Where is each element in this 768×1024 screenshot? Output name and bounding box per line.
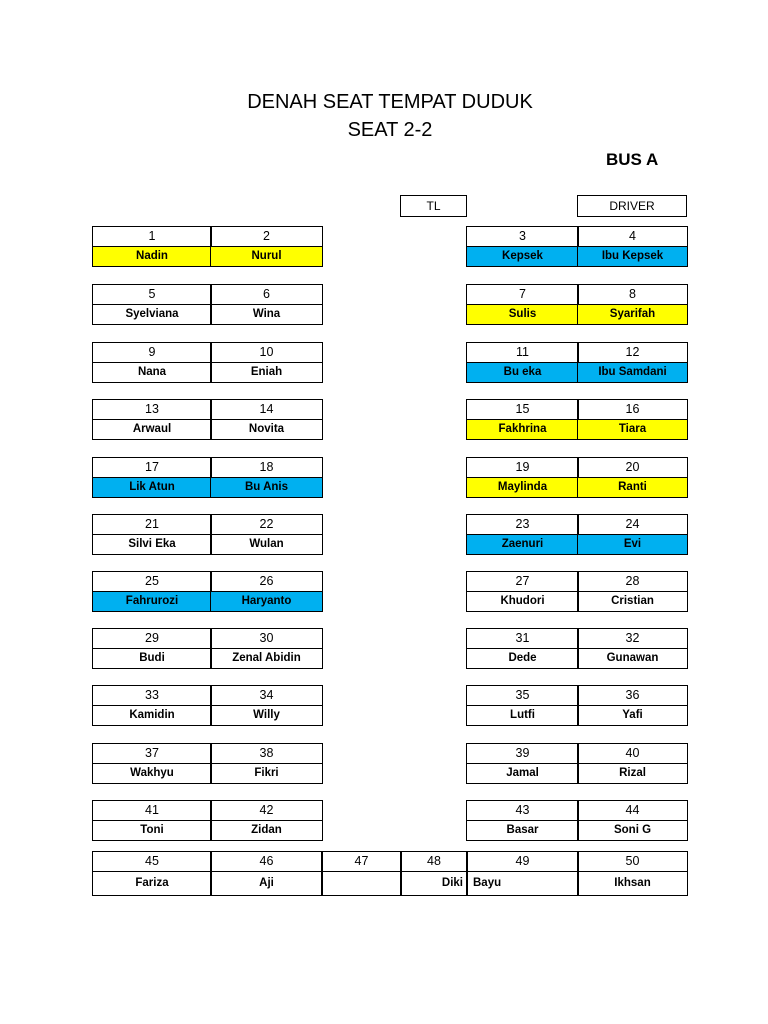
seat-number: 6 [210, 284, 323, 305]
seat-number: 12 [577, 342, 688, 363]
seat-number: 21 [92, 514, 212, 535]
seat-name: Lutfi [466, 705, 579, 726]
seat-name: Kepsek [466, 246, 579, 267]
seat-number: 1 [92, 226, 212, 247]
seat-number: 27 [466, 571, 579, 592]
seat-number: 46 [210, 851, 323, 872]
seat-name: Wina [210, 304, 323, 325]
seat-number: 40 [577, 743, 688, 764]
seat-number: 45 [92, 851, 212, 872]
seat-name: Wulan [210, 534, 323, 555]
seat-number: 23 [466, 514, 579, 535]
seat-number: 25 [92, 571, 212, 592]
seat-name: Jamal [466, 763, 579, 784]
seat-number: 31 [466, 628, 579, 649]
seat-number: 44 [577, 800, 688, 821]
seat-name: Wakhyu [92, 763, 212, 784]
seat-number: 22 [210, 514, 323, 535]
seat-number: 29 [92, 628, 212, 649]
seat-name: Nurul [210, 246, 323, 267]
driver-seat: DRIVER [577, 195, 687, 217]
seat-name: Ranti [577, 477, 688, 498]
seat-name: Zaenuri [466, 534, 579, 555]
tl-seat: TL [400, 195, 467, 217]
seat-name: Fahrurozi [92, 591, 212, 612]
seat-name: Cristian [577, 591, 688, 612]
seat-number: 2 [210, 226, 323, 247]
seat-name: Zenal Abidin [210, 648, 323, 669]
seat-name: Syarifah [577, 304, 688, 325]
seat-name: Ibu Samdani [577, 362, 688, 383]
seat-name: Eniah [210, 362, 323, 383]
seat-name [321, 871, 402, 896]
seat-name: Syelviana [92, 304, 212, 325]
seat-number: 26 [210, 571, 323, 592]
seat-name: Khudori [466, 591, 579, 612]
seat-name: Budi [92, 648, 212, 669]
seat-number: 38 [210, 743, 323, 764]
seat-number: 39 [466, 743, 579, 764]
seat-number: 41 [92, 800, 212, 821]
seat-name: Evi [577, 534, 688, 555]
seat-number: 37 [92, 743, 212, 764]
seat-name: Bayu [466, 871, 579, 896]
seat-number: 10 [210, 342, 323, 363]
seat-name: Arwaul [92, 419, 212, 440]
seat-number: 18 [210, 457, 323, 478]
seat-name: Fakhrina [466, 419, 579, 440]
seat-number: 13 [92, 399, 212, 420]
seat-number: 28 [577, 571, 688, 592]
seat-name: Kamidin [92, 705, 212, 726]
seat-name: Haryanto [210, 591, 323, 612]
seat-number: 24 [577, 514, 688, 535]
seat-number: 42 [210, 800, 323, 821]
seat-number: 3 [466, 226, 579, 247]
seat-name: Diki [400, 871, 468, 896]
seat-number: 47 [321, 851, 402, 872]
seat-name: Novita [210, 419, 323, 440]
seat-number: 9 [92, 342, 212, 363]
seat-number: 4 [577, 226, 688, 247]
seat-name: Lik Atun [92, 477, 212, 498]
seat-number: 30 [210, 628, 323, 649]
seat-number: 7 [466, 284, 579, 305]
seat-name: Fariza [92, 871, 212, 896]
seat-name: Ibu Kepsek [577, 246, 688, 267]
seat-name: Nana [92, 362, 212, 383]
seat-number: 14 [210, 399, 323, 420]
page-title: DENAH SEAT TEMPAT DUDUK [247, 91, 533, 113]
seat-number: 48 [400, 851, 468, 872]
seat-name: Maylinda [466, 477, 579, 498]
seat-number: 8 [577, 284, 688, 305]
seat-name: Bu eka [466, 362, 579, 383]
seat-number: 34 [210, 685, 323, 706]
seat-name: Zidan [210, 820, 323, 841]
seat-number: 20 [577, 457, 688, 478]
seat-number: 33 [92, 685, 212, 706]
seat-number: 16 [577, 399, 688, 420]
seat-number: 43 [466, 800, 579, 821]
seat-name: Ikhsan [577, 871, 688, 896]
seat-name: Yafi [577, 705, 688, 726]
seat-name: Silvi Eka [92, 534, 212, 555]
seat-number: 35 [466, 685, 579, 706]
seat-name: Soni G [577, 820, 688, 841]
seat-name: Aji [210, 871, 323, 896]
seat-number: 36 [577, 685, 688, 706]
seat-number: 19 [466, 457, 579, 478]
seat-name: Rizal [577, 763, 688, 784]
seat-number: 17 [92, 457, 212, 478]
seat-name: Nadin [92, 246, 212, 267]
seat-number: 32 [577, 628, 688, 649]
seat-name: Bu Anis [210, 477, 323, 498]
bus-label: BUS A [606, 150, 659, 169]
seat-number: 15 [466, 399, 579, 420]
seat-name: Toni [92, 820, 212, 841]
seat-number: 49 [466, 851, 579, 872]
seat-name: Gunawan [577, 648, 688, 669]
seat-name: Sulis [466, 304, 579, 325]
seat-name: Tiara [577, 419, 688, 440]
seat-number: 50 [577, 851, 688, 872]
seat-number: 5 [92, 284, 212, 305]
seat-number: 11 [466, 342, 579, 363]
page-subtitle: SEAT 2-2 [347, 119, 433, 141]
seat-name: Dede [466, 648, 579, 669]
seat-name: Willy [210, 705, 323, 726]
seat-name: Fikri [210, 763, 323, 784]
seat-name: Basar [466, 820, 579, 841]
